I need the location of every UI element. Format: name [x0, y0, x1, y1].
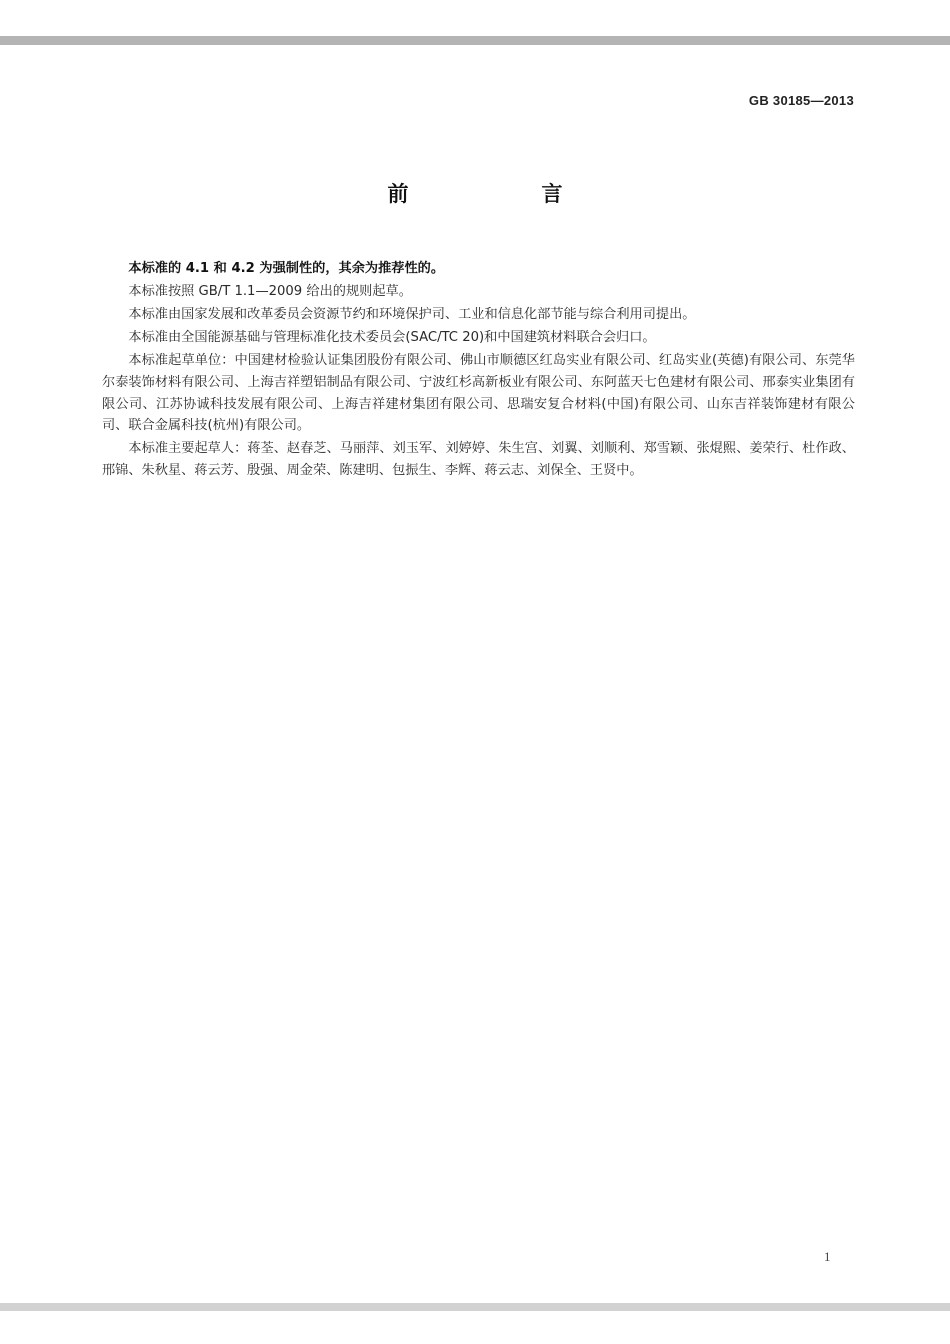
bottom-border-bar: [0, 1303, 950, 1311]
top-border-bar: [0, 36, 950, 45]
paragraph-drafting-rules: 本标准按照 GB/T 1.1—2009 给出的规则起草。: [128, 284, 412, 300]
paragraph-principal-drafters: 本标准主要起草人：蒋荃、赵春芝、马丽萍、刘玉军、刘婷婷、朱生宫、刘翼、刘顺利、郑雪颖、张焜熙、姜荣行、杜作政、邢锦、朱秋星、蒋云芳、殷强、周金荣、陈建明、包振生、李辉、蒋云志、刘保全、王贤中。: [102, 441, 855, 478]
page-number: 1: [824, 1249, 831, 1264]
paragraph-mandatory-clause: 本标准的 4.1 和 4.2 为强制性的，其余为推荐性的。: [128, 261, 445, 276]
foreword-body: [102, 258, 855, 483]
page-title: 前 言: [387, 182, 619, 206]
paragraph-proposed-by: 本标准由国家发展和改革委员会资源节约和环境保护司、工业和信息化部节能与综合利用司提出。: [128, 307, 696, 323]
standard-code: GB 30185—2013: [748, 93, 854, 108]
paragraph-drafting-organizations: 本标准起草单位：中国建材检验认证集团股份有限公司、佛山市顺德区红岛实业有限公司、红岛实业(英德)有限公司、东莞华尔泰装饰材料有限公司、上海吉祥塑铝制品有限公司、宁波红杉高新板业有限公司、东阿蓝天七色建材有限公司、邢泰实业集团有限公司、江苏协诚科技发展有限公司、上海吉祥建材集团有限公司、思瑞安复合材料(中国)有限公司、山东吉祥装饰建材有限公司、联合金属科技(杭州)有限公司。: [102, 353, 855, 434]
paragraph-under-jurisdiction: 本标准由全国能源基础与管理标准化技术委员会(SAC/TC 20)和中国建筑材料联合会归口。: [128, 330, 656, 346]
